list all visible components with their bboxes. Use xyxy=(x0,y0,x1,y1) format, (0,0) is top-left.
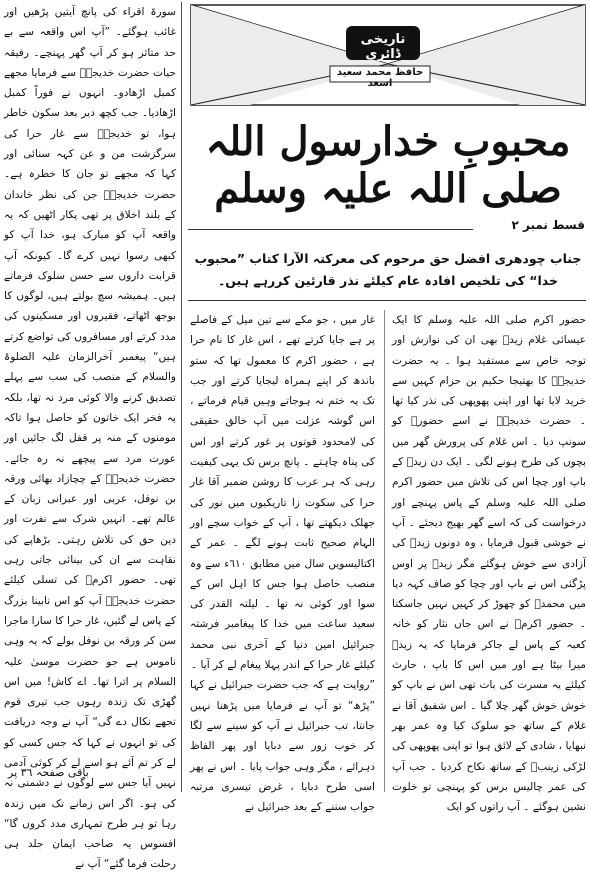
right-text-column xyxy=(392,310,586,814)
middle-paragraph: غار میں ، جو مکے سے تین میل کے فاصلے پر ہے جایا کرتے تھے ، اس غار کا نام حرا ہے ، حضور اکرم کا معمول تھا کہ ستو باندھ کر اپنے ہمراہ لیجایا کرتے اور جب تک یہ ختم نہ ہوجاتے وہیں قیام فرماتے ، اس گوشہ عزلت میں آپ خالق حقیقی کی لامحدود قوتوں پر غور کرتے اور اس کی پناہ چاہتے ۔ پانچ برس تک یہی کیفیت رہی کہ ہر عرب کا روشن ضمیر آقا غار حرا کی سکوت زا تاریکیوں میں نور کی جھلک دیکھتے تھا ، آپ کے خواب سچے اور الہام صحیح ثابت ہونے لگے ۔ عمر کے اکتالیسویں سال میں مطابق ٦١٠ء سے وہ منصب حاصل ہوا جس کا اہل اس کے سوا اور کوئی نہ تھا ۔ لیلتہ القدر کی سعید ساعت میں خدا کا پیغامبر فرشتہ جبرائیل امین دنیا کے آخری نبی محمد کیلئے غار حرا کے اندر پہلا پیغام لے کر آیا ۔ xyxy=(190,314,376,672)
column-divider xyxy=(181,2,182,792)
right-paragraph: حضور اکرم صلی اللہ علیہ وسلم کا ایک عیسائی غلام زیدؓ بھی ان کی نوازش اور توجہ خاص سے مستفید ہوا ۔ یہ حضرت خدیجہؓ کا بھتیجا حکیم بن حزام کہیں سے خرید لایا تھا اور اپنی پھوپھی کی نذر کیا تھا ۔ حضرت خدیجہؓ نے اسے حضورؐ کو سونپ دیا ۔ اس غلام کی پرورش گھر میں بچوں کی طرح ہونے لگی ۔ ایک دن زیدؓ کے باپ اور چچا اس کی تلاش میں حضور اکرم صلی اللہ علیہ وسلم کے پاس پہنچے اور درخواست کی کہ اسے گھر بھیج دیجئے ۔ آپ نے خوشی قبول فرمایا ، وہ دونوں زیدؓ کی آزادی سے خوش ہوگئے مگر زیدؓ پر اوس پڑگئی اس نے باپ اور چچا کو صاف کہہ دیا میں محمدؐ کو چھوڑ کر کہیں نہیں جاسکتا ۔ حضور اکرمؐ نے اس جاں نثار کو خانہ کعبہ کے پاس لے جاکر فرمایا کہ یہ زیدؓ میرا بیٹا ہے اور میں اس کا باپ ، حارث کیلئے یہ مسرت کی بات تھی اس نے باپ کو خوش خوش گھر چلا گیا ۔ اس شفیق آقا نے غلام کے ساتھ جو سلوک کیا وہ عمر بھر نبھایا ، شادی کے لائق ہوا تو اپنی پھوپھی کی لڑکی زینبؓ کے ساتھ نکاح کردیا ۔ جب آپ کی عمر چالیس برس کو پہنچی تو خلوت نشین ہوگئے ۔ آپ راتوں کو ایک xyxy=(392,314,586,814)
column-divider-inner xyxy=(384,310,385,792)
continued-note: باقی صفحہ ٣٦ پر xyxy=(8,766,89,779)
installment-number: قسط نمبر ٢ xyxy=(511,218,585,232)
author-name: حافظ محمد سعید اسعد xyxy=(336,67,424,89)
section-badge-title: تاریخی ڈائری xyxy=(360,32,406,62)
middle-text-column xyxy=(190,310,376,814)
middle-quote-paragraph: ”روایت ہے کہ جب حضرت جبرائیل نے کہا ”پڑھ“ تو آپ نے فرمایا میں پڑھنا نہیں جانتا، تب جبرائیل نے آپ کو سینے سے لگا کر خوب زور سے دبایا اور پھر الفاظ دہرائے ، مگر وہی جواب پایا ۔ اس نے پھر اسی طرح دبایا ، غرض تیسری مرتبہ جواب سننے کے بعد جبرائیل نے xyxy=(190,679,375,814)
article-intro: جناب چودھری افضل حق مرحوم کی معرکتہ الآرا کتاب ”محبوب خدا“ کی تلخیص افادہ عام کیلئے نذر قارئین کررہے ہیں۔ xyxy=(194,251,582,288)
article-header-box xyxy=(190,4,586,106)
intro-rule xyxy=(188,300,586,301)
installment-rule xyxy=(188,229,473,230)
article-title: محبوبِ خدارسول اللہ صلی اللہ علیہ وسلم xyxy=(205,118,571,212)
left-paragraph: سورۃ اقراء کی پانچ آیتیں پڑھیں اور غائب ہوگئے۔ ”آپ اس واقعہ سے بے حد متاثر ہو کر آپ گھر پہنچے۔ رفیقہ حیات حضرت خدیجہؓ سے فرمایا مجھے کمبل اڑھادو۔ انہوں نے فوراً کمبل اڑھادیا۔ جب کچھ دیر بعد سکون خاطر ہوا، تو خدیجہؓ سے غار حرا کی سرگزشت من و عن کہہ سنائی اور کہا کہ مجھے تو جان کا خطرہ ہے۔ حضرت خدیجہؓ جن کی نظر خاندان کے بلند اخلاق پر تھی پکار اٹھیں کہ یہ واقعہ آپ کو مبارک ہو، خدا آپ کو کبھی رسوا نہیں کرے گا۔ کیونکہ آپ قرابت داروں سے حسن سلوک فرماتے ہیں۔ ہمیشہ سچ بولتے ہیں، لوگوں کا بوجھ اٹھاتے، فقیروں اور مسکینوں کی مدد کرتے اور مسافروں کی تواضع کرتے ہیں“ پیغمبر آخرالزمان علیہ الصلوۃ والسلام کے منصب کی سب سے پہلے تصدیق کرنے والا کوئی مرد نہ تھا، بلکہ یہ فخر ایک خاتون کو حاصل ہوا تاکہ مومنوں کے منہ پر قفل لگ جائیں اور عورت مرد سے پیچھے نہ رہ جائے۔ حضرت خدیجہؓ کے چچازاد بھائی ورقہ بن نوفل، عربی اور عبرانی زبان کے عالم تھے۔ انہیں شرک سے نفرت اور دین حق کی تلاش رہتی۔ بڑھاپے کی نقاہت سے ان کی بینائی جاتی رہی تھی۔ حضور اکرمؐ کی تسلی کیلئے حضرت خدیجہؓ آپ کو اس نابینا بزرگ کے پاس لے گئیں، غار حرا کا سارا ماجرا سن کر ورقہ بن نوفل بولے کہ یہ وہی ناموس ہے جو حضرت موسیٰ علیہ السلام پر اترا تھا۔ اے کاش! میں اس گھڑی تک زندہ رہوں جب تیری قوم تجھے نکال دے گی“ آپ نے وجہ دریافت کی تو انہوں نے کہا کہ جس کسی کو لے کر تم آئے ہو اسے لے کر کوئی آدمی نہیں آیا جس سے لوگوں نے دشمنی نہ کی ہو۔ اگر اس زمانے تک میں زندہ رہا تو ہر طرح تمہاری مدد کروں گا“ افسوس یہ صاحب ایمان جلد ہی رحلت فرما گئے“ آپ نے xyxy=(4,6,176,871)
